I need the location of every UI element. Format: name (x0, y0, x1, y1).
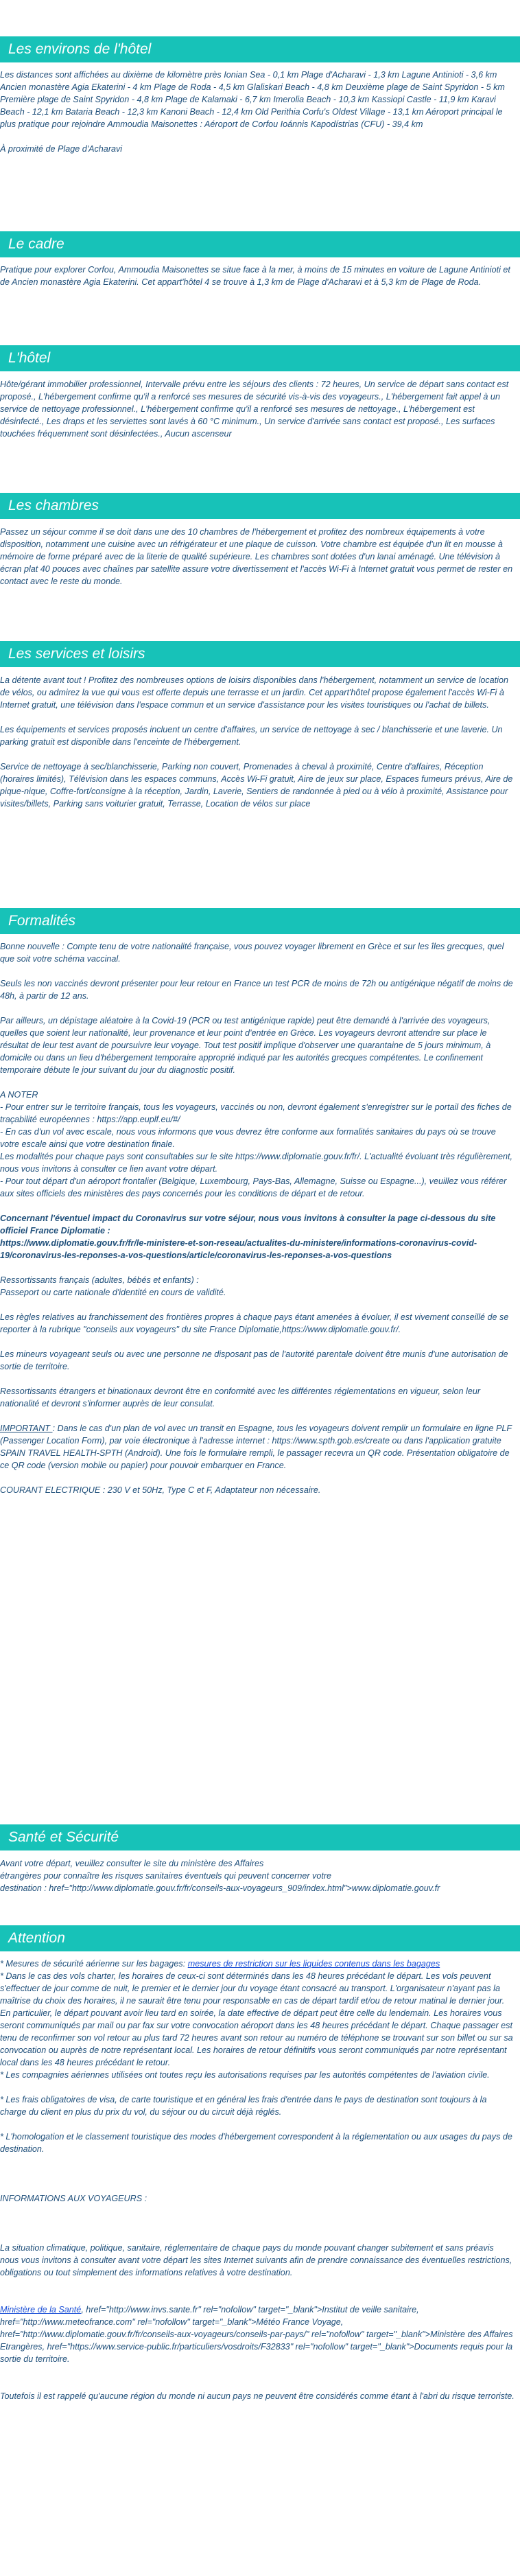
formalites-note: A NOTER - Pour entrer sur le territoire français, tous les voyageurs, vaccinés ou non, devront également s'enregistrer sur le portail des fiches de traçabilité européennes : https://app.euplf.eu/#/ - En cas d'un vol avec escale, nous vous informons que vous devrez être conforme aux formalités sanitaires du pays où se trouve votre escale ainsi que votre destination finale. Les modalités pour chaque pays sont consultables sur le site https://www.diplomatie.gouv.fr/fr/. L'actualité évoluant très régulièrement, nous vous invitons à consulter ce lien avant votre départ. - Pour tout départ d'un aéroport frontalier (Belgique, Luxembourg, Pays-Bas, Allemagne, Suisse ou Espagne...), veuillez vous référer aux sites officiels des ministères des pays concernés pour les conditions de départ et de retour. (0, 1090, 512, 1198)
section-title-formalites: Formalités (8, 913, 76, 929)
environs-distances: Les distances sont affichées au dixième de kilomètre près Ionian Sea - 0,1 km Plage d'Acharavi - 1,3 km Lagune Antinioti - 3,6 km Ancien monastère Agia Ekaterini - 4 km Plage de Roda - 4,5 km Glaliskari Beach - 4,8 km Deuxième plage de Saint Spyridon - 5 km Première plage de Saint Spyridon - 4,8 km Plage de Kalamaki - 6,7 km Imerolia Beach - 10,3 km Kassiopi Castle - 11,9 km Karavi Beach - 12,1 km Bataria Beach - 12,3 km Kanoni Beach - 12,4 km Old Perithia Corfu's Oldest Village - 13,1 km Aéroport principal le plus pratique pour rejoindre Ammoudia Maisonettes : Aéroport de Corfou Ioánnis Kapodístrias (CFU) - 39,4 km (0, 70, 505, 129)
attention-terrorism: Toutefois il est rappelé qu'aucune région du monde ni aucun pays ne peuvent être considérés comme étant à l'abri du risque terroriste. (0, 2391, 515, 2401)
hotel-text: Hôte/gérant immobilier professionnel, Intervalle prévu entre les séjours des clients : 72 heures, Un service de départ sans contact est proposé., L'hébergement confirme qu'il a renforcé ses mesures de sécurité vis-à-vis des voyageurs., L'hébergement fait appel à un service de nettoyage professionnel., L'hébergement confirme qu'il a renforcé ses mesures de nettoyage., L'hébergement est désinfecté., Les draps et les serviettes sont lavés à 60 °C minimum., Un service d'arrivée sans contact est proposé., Les surfaces touchées fréquemment sont désinfectées., Aucun ascenseur (0, 380, 509, 439)
sante-text: Avant votre départ, veuillez consulter le site du ministère des Affaires étrangères pour connaître les risques sanitaires éventuels qui peuvent concerner votre destination : href="http://www.diplomatie.gouv.fr/fr/conseils-aux-voyageurs_909/index.html">www.diplomatie.gouv.fr (0, 1859, 440, 1893)
attention-classification: * L'homologation et le classement touristique des modes d'hébergement correspondent à la réglementation ou aux usages du pays de destination. (0, 2132, 512, 2154)
formalites-coronavirus-link[interactable]: Concernant l'éventuel impact du Coronavirus sur votre séjour, nous vous invitons à consulter la page ci-dessous du site officiel France Diplomatie : https://www.diplomatie.gouv.fr/fr/le-ministere-et-son-reseau/actualites-du-ministere/informations-coronavirus-covid-19/coronavirus-les-reponses-a-vos-questions/article/coronavirus-les-reponses-a-vos-questions (0, 1214, 496, 1260)
formalites-border-rules: Les règles relatives au franchissement des frontières propres à chaque pays étant amenées à évoluer, il est vivement conseillé de se reporter à la rubrique "conseils aux voyageurs" du site France Diplomatie,https://www.diplomatie.gouv.fr/. (0, 1312, 509, 1334)
attention-situation: La situation climatique, politique, sanitaire, réglementaire de chaque pays du monde pouvant changer subitement et sans préavis nous vous invitons à consulter avant votre départ les sites Internet suivants afin de prendre connaissance des éventuelles restrictions, obligations ou tout simplement des informations relatives à votre destination. (0, 2243, 512, 2277)
section-header-services (0, 641, 520, 667)
section-header-sante (0, 1824, 520, 1850)
environs-nearby: À proximité de Plage d'Acharavi (0, 144, 123, 154)
section-title-chambres: Les chambres (8, 498, 99, 513)
services-list: Service de nettoyage à sec/blanchisserie, Parking non couvert, Promenades à cheval à proximité, Centre d'affaires, Réception (horaires limités), Télévision dans les espaces communs, Accès Wi-Fi gratuit, Aire de jeux sur place, Espaces fumeurs prévus, Aire de pique-nique, Coffre-fort/consigne à la réception, Jardin, Laverie, Sentiers de randonnée à pied ou à vélo à proximité, Assistance pour visites/billets, Parking sans voiturier gratuit, Terrasse, Location de vélos sur place (0, 762, 513, 809)
attention-flights (0, 1958, 515, 2081)
section-body-attention (0, 1958, 515, 2402)
section-body-chambres (0, 526, 515, 588)
section-header-hotel (0, 345, 520, 371)
formalites-minors: Les mineurs voyageant seuls ou avec une personne ne disposant pas de l'autorité parentale doivent être munis d'une autorisation de sortie de territoire. (0, 1349, 508, 1371)
section-title-attention: Attention (8, 1930, 65, 1946)
attention-links (0, 2304, 515, 2365)
section-title-environs: Les environs de l'hôtel (8, 41, 152, 57)
formalites-screening: Par ailleurs, un dépistage aléatoire à la Covid-19 (PCR ou test antigénique rapide) peut être demandé à l'arrivée des voyageurs, quelles que soient leur nationalité, leur provenance et leur point d'entrée en Grèce. Les voyageurs devront attendre sur place le résultat de leur test avant de poursuivre leur voyage. Tout test positif implique d'observer une quarantaine de 5 jours minimum, à domicile ou dans un lieu d'hébergement temporaire approprié indiqué par les autorités grecques compétentes. Le confinement temporaire débute le jour suivant du jour du diagnostic positif. (0, 1016, 491, 1075)
attention-links-rest: , href="http://www.invs.sante.fr" rel="nofollow" target="_blank">Institut de veille sanitaire, href="http://www.meteofrance.com" rel="nofollow" target="_blank">Météo France Voyage, href="http://www.diplomatie.gouv.fr/fr/conseils-aux-voyageurs/conseils-par-pays/" rel="nofollow" target="_blank">Ministère des Affaires Etrangères, href="https://www.service-public.fr/particuliers/vosdroits/F32833" rel="nofollow" target="_blank">Documents requis pour la sortie du territoire. (0, 2305, 513, 2364)
formalites-electricity: COURANT ELECTRIQUE : 230 V et 50Hz, Type C et F, Adaptateur non nécessaire. (0, 1485, 321, 1495)
section-body-services (0, 674, 515, 810)
services-equipment: Les équipements et services proposés incluent un centre d'affaires, un service de nettoyage à sec / blanchisserie et une laverie. Un parking gratuit est disponible dans l'enceinte de l'hébergement. (0, 725, 503, 747)
formalites-foreigners: Ressortissants étrangers et binationaux devront être en conformité avec les différentes réglementations en vigueur, selon leur nationalité et devront s'informer auprès de leur consulat. (0, 1386, 481, 1408)
section-title-cadre: Le cadre (8, 236, 64, 252)
attention-baggage-prefix: * Mesures de sécurité aérienne sur les bagages: (0, 1959, 188, 1969)
section-header-cadre (0, 231, 520, 257)
ministere-sante-link[interactable]: Ministère de la Santé (0, 2305, 82, 2314)
attention-travelers-info: INFORMATIONS AUX VOYAGEURS : (0, 2194, 147, 2203)
cadre-text: Pratique pour explorer Corfou, Ammoudia Maisonettes se situe face à la mer, à moins de 15 minutes en voiture de Lagune Antinioti et de Ancien monastère Agia Ekaterini. Cet appart'hôtel 4 se trouve à 1,3 km de Plage d'Acharavi et à 5,3 km de Plage de Roda. (0, 265, 510, 287)
important-label: IMPORTANT (0, 1424, 53, 1433)
attention-visa-fees: * Les frais obligatoires de visa, de carte touristique et en général les frais d'entrée dans le pays de destination sont toujours à la charge du client en plus du prix du vol, du séjour ou du circuit déjà réglés. (0, 2095, 487, 2117)
section-header-attention (0, 1925, 520, 1951)
formalites-good-news: Bonne nouvelle : Compte tenu de votre nationalité française, vous pouvez voyager librement en Grèce et sur les îles grecques, quel que soit votre schéma vaccinal. (0, 942, 504, 964)
section-body-sante (0, 1857, 515, 1894)
baggage-restrictions-link[interactable]: mesures de restriction sur les liquides contenus dans les bagages (187, 1959, 440, 1969)
section-body-environs (0, 69, 515, 155)
section-header-environs (0, 36, 520, 62)
section-body-formalites (0, 940, 515, 1496)
formalites-unvaccinated: Seuls les non vaccinés devront présenter pour leur retour en France un test PCR de moins de 72h ou antigénique négatif de moins de 48h, à partir de 12 ans. (0, 979, 513, 1001)
section-title-hotel: L'hôtel (8, 350, 51, 366)
services-intro: La détente avant tout ! Profitez des nombreuses options de loisirs disponibles dans l'hébergement, notamment un service de location de vélos, ou admirez la vue qui vous est offerte depuis une terrasse et un jardin. Cet appart'hôtel propose également l'accès Wi-Fi à Internet gratuit, une télévision dans l'espace commun et un service d'assistance pour les visites touristiques ou l'achat de billets. (0, 675, 508, 710)
section-body-cadre (0, 264, 515, 288)
important-text: : Dans le cas d'un plan de vol avec un transit en Espagne, tous les voyageurs doivent remplir un formulaire en ligne PLF (Passenger Location Form), par voie électronique à l'adresse internet : https://www.spth.gob.es/create ou dans l'application gratuite SPAIN TRAVEL HEALTH-SPTH (Android). Une fois le formulaire rempli, le passager recevra un QR code. Présentation obligatoire de ce QR code (version mobile ou papier) pour pouvoir embarquer en France. (0, 1424, 512, 1470)
attention-charter-info: * Dans le cas des vols charter, les horaires de ceux-ci sont déterminés dans les 48 heures précédant le départ. Les vols peuvent s'effectuer de jour comme de nuit, le premier et le dernier jour du voyage étant consacré au transport. L'organisateur n'ayant pas la maîtrise du choix des horaires, il ne saurait être tenu pour responsable en cas de départ tardif et/ou de retour matinal le dernier jour. En particulier, le départ pouvant avoir lieu tard en soirée, la date effective de départ peut être celle du lendemain. Les horaires vous seront communiqués par mail ou par fax sur votre convocation aéroport dans les 48 heures précédant le départ. Chaque passager est tenu de reconfirmer son vol retour au plus tard 72 heures avant son retour au numéro de téléphone se trouvant sur son billet ou sur sa convocation ou auprès de notre représentant local. Les horaires de retour définitifs vous seront communiqués par notre représentant local dans les 48 heures précédant le retour. * Les compagnies aériennes utilisées ont toutes reçu les autorisations requises par les autorités compétentes de l'aviation civile. (0, 1971, 513, 2080)
section-body-hotel (0, 378, 515, 440)
formalites-id-documents: Ressortissants français (adultes, bébés et enfants) : Passeport ou carte nationale d'identité en cours de validité. (0, 1275, 226, 1297)
formalites-important (0, 1422, 515, 1472)
section-title-sante: Santé et Sécurité (8, 1829, 119, 1845)
section-title-services: Les services et loisirs (8, 646, 145, 662)
section-header-formalites (0, 908, 520, 934)
chambres-text: Passez un séjour comme il se doit dans une des 10 chambres de l'hébergement et profitez des nombreux équipements à votre disposition, notamment une cuisine avec un réfrigérateur et une plaque de cuisson. Votre chambre est équipée d'un lit en mousse à mémoire de forme préparé avec de la literie de qualité supérieure. Les chambres sont dotées d'un lanai aménagé. Une télévision à écran plat 40 pouces avec chaînes par satellite assure votre divertissement et l'accès Wi-Fi à Internet gratuit vous permet de rester en contact avec le reste du monde. (0, 527, 513, 586)
section-header-chambres (0, 493, 520, 519)
